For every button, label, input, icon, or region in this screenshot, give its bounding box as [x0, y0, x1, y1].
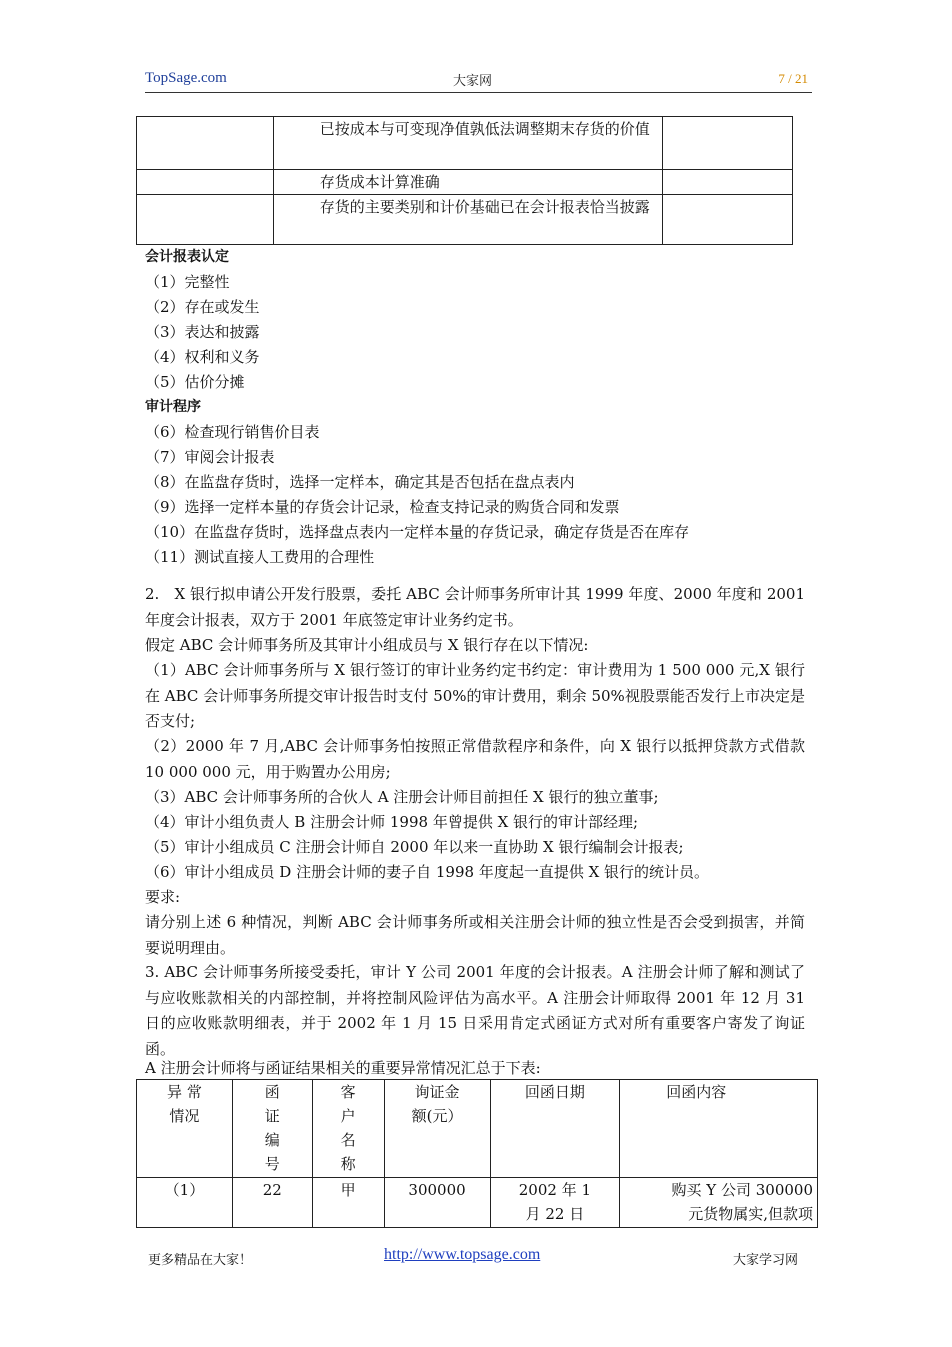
table-cell: [137, 170, 274, 195]
question-3-summary: A 注册会计师将与函证结果相关的重要异常情况汇总于下表:: [145, 1059, 541, 1077]
table-cell: [663, 117, 793, 170]
footer-link[interactable]: http://www.topsage.com: [384, 1246, 541, 1263]
inventory-assertion-table: [136, 116, 793, 245]
table-cell: 购买 Y 公司 300000 元货物属实,但款项: [620, 1178, 818, 1228]
question-2-assumption: 假定 ABC 会计师事务所及其审计小组成员与 X 银行存在以下情况:: [145, 636, 589, 654]
table-header-row: [137, 1080, 818, 1178]
table-row: [137, 117, 793, 170]
list-item: （3）表达和披露: [145, 323, 260, 341]
header-title: 大家网: [453, 74, 493, 89]
table-cell: （1）: [137, 1178, 233, 1228]
list-item: （5）估价分摊: [145, 373, 245, 391]
table-cell: 甲: [312, 1178, 384, 1228]
list-item: （10）在监盘存货时，选择盘点表内一定样本量的存货记录，确定存货是否在库存: [145, 523, 690, 541]
case-4: （4）审计小组负责人 B 注册会计师 1998 年曾提供 X 银行的审计部经理;: [145, 813, 639, 831]
list-item: （7）审阅会计报表: [145, 448, 275, 466]
case-2: （2）2000 年 7 月,ABC 会计师事务怕按照正常借款程序和条件，向 X 银行以抵押贷款方式借款 10 000 000 元，用于购置办公用房;: [145, 737, 805, 781]
question-2-intro: 2. X 银行拟申请公开发行股票，委托 ABC 会计师事务所审计其 1999 年度、2000 年度和 2001 年度会计报表，双方于 2001 年底签定审计业务约定书。: [145, 585, 805, 629]
table-cell: 已按成本与可变现净值孰低法调整期末存货的价值: [273, 117, 662, 170]
column-header: 异 常 情况: [137, 1080, 233, 1178]
list-item: （1）完整性: [145, 273, 230, 291]
case-6: （6）审计小组成员 D 注册会计师的妻子自 1998 年度起一直提供 X 银行的统计员。: [145, 863, 710, 881]
table-cell: 22: [232, 1178, 312, 1228]
table-cell: [663, 195, 793, 245]
list-item: （4）权利和义务: [145, 348, 260, 366]
case-1: （1）ABC 会计师事务所与 X 银行签订的审计业务约定书约定：审计费用为 1 500 000 元,X 银行在 ABC 会计师事务所提交审计报告时支付 50%的审计费用，剩余 50%视股票能否发行上市决定是否支付;: [145, 661, 805, 730]
requirement-label: 要求:: [145, 888, 181, 906]
procedures-heading: 审计程序: [145, 399, 201, 415]
case-5: （5）审计小组成员 C 注册会计师自 2000 年以来一直协助 X 银行编制会计报表;: [145, 838, 684, 856]
list-item: （9）选择一定样本量的存货会计记录，检查支持记录的购货合同和发票: [145, 498, 620, 516]
table-cell: 300000: [384, 1178, 490, 1228]
list-item: （2）存在或发生: [145, 298, 260, 316]
table-cell: 2002 年 1 月 22 日: [490, 1178, 620, 1228]
footer-right-text: 大家学习网: [733, 1253, 799, 1268]
question-3-intro: 3. ABC 会计师事务所接受委托，审计 Y 公司 2001 年度的会计报表。A 注册会计师了解和测试了与应收账款相关的内部控制，并将控制风险评估为高水平。A 注册会计师取得 2001 年 12 月 31 日的应收账款明细表，并于 2002 年 1 月 15 日采用肯定式函证方式对所有重要客户寄发了询证函。: [145, 963, 805, 1058]
column-header: 客 户 名 称: [312, 1080, 384, 1178]
table-cell: [137, 117, 274, 170]
column-header: 回函内容: [620, 1080, 818, 1178]
site-link[interactable]: TopSage.com: [145, 70, 227, 86]
assertions-heading: 会计报表认定: [145, 249, 229, 265]
column-header: 函 证 编 号: [232, 1080, 312, 1178]
requirement-text: 请分别上述 6 种情况，判断 ABC 会计师事务所或相关注册会计师的独立性是否会受到损害，并简要说明理由。: [145, 913, 805, 957]
table-cell: [137, 195, 274, 245]
list-item: （6）检查现行销售价目表: [145, 423, 320, 441]
footer-left-text: 更多精品在大家！: [148, 1253, 253, 1268]
table-cell: [663, 170, 793, 195]
table-row: [137, 170, 793, 195]
list-item: （11）测试直接人工费用的合理性: [145, 548, 375, 566]
table-cell: 存货的主要类别和计价基础已在会计报表恰当披露: [273, 195, 662, 245]
case-3: （3）ABC 会计师事务所的合伙人 A 注册会计师目前担任 X 银行的独立董事;: [145, 788, 659, 806]
table-row: [137, 195, 793, 245]
confirmation-exceptions-table: [136, 1079, 818, 1228]
column-header: 询证金 额(元）: [384, 1080, 490, 1178]
column-header: 回函日期: [490, 1080, 620, 1178]
table-row: [137, 1178, 818, 1228]
table-cell: 存货成本计算准确: [273, 170, 662, 195]
list-item: （8）在监盘存货时，选择一定样本，确定其是否包括在盘点表内: [145, 473, 575, 491]
page-header: [145, 70, 812, 93]
page-number: 7 / 21: [778, 71, 808, 86]
